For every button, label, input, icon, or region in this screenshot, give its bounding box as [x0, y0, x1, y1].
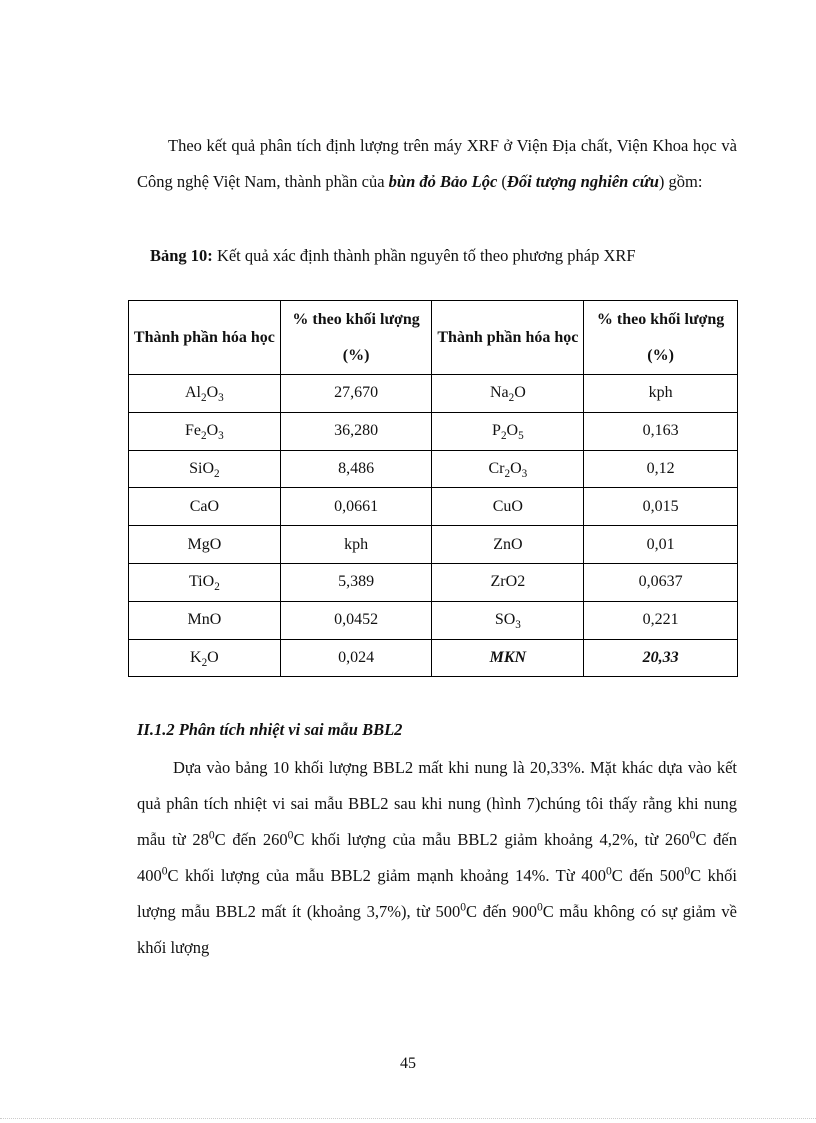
formula-part: Fe [185, 422, 201, 440]
formula-part: Al [185, 384, 201, 402]
compound-cell [129, 563, 281, 601]
intro-subject-note: Đối tượng nghiên cứu [506, 172, 659, 191]
compound-cell [432, 375, 584, 413]
compound-cell [432, 488, 584, 526]
compound-cell [129, 639, 281, 677]
mass-percent-cell: 0,0452 [280, 601, 432, 639]
compound-cell [129, 412, 281, 450]
formula-part: O [506, 422, 519, 440]
analysis-text: C đến 500 [611, 866, 685, 885]
formula-subscript: 2 [214, 581, 220, 594]
formula-subscript: 3 [521, 468, 528, 481]
analysis-text: C khối lượng mẫu BBL2 mất ít (khoảng 3,7%), từ 500 [137, 866, 737, 921]
analysis-text: C đến 400 [137, 830, 737, 885]
formula-subscript: 2 [201, 430, 207, 443]
degree-mark: 0 [684, 865, 691, 878]
formula-part: O [206, 422, 219, 440]
analysis-paragraph [137, 750, 737, 966]
mass-percent-cell: 20,33 [584, 639, 738, 677]
compound-cell [432, 601, 584, 639]
compound-cell [432, 526, 584, 564]
formula-subscript: 2 [201, 657, 208, 670]
section-title: II.1.2 Phân tích nhiệt vi sai mẫu BBL2 [137, 720, 403, 739]
compound-cell [129, 488, 281, 526]
table-caption [150, 238, 730, 274]
degree-mark: 0 [208, 829, 215, 842]
analysis-text: C đến 260 [214, 830, 288, 849]
table-row [129, 412, 738, 450]
caption-text: Kết quả xác định thành phần nguyên tố theo phương pháp XRF [212, 246, 636, 265]
formula-part: O [510, 459, 522, 477]
compound-cell [432, 639, 584, 677]
analysis-text: Dựa vào bảng 10 khối lượng BBL2 mất khi nung là 20,33%. Mặt khác dựa vào kết quả phân tích nhiệt vi sai mẫu BBL2 sau khi nung (hình 7)chúng tôi thấy rằng khi nung mẫu từ 28 [137, 758, 737, 849]
formula-part: SO [494, 611, 516, 629]
formula-part: O [207, 648, 219, 666]
mass-percent-cell: 0,015 [584, 488, 738, 526]
caption-label: Bảng 10: [150, 246, 213, 265]
table-row [129, 639, 738, 677]
formula-subscript: 2 [508, 392, 515, 405]
analysis-text: C khối lượng của mẫu BBL2 giảm khoảng 4,2%, từ 260 [293, 830, 690, 849]
mass-percent-cell: 0,0637 [584, 563, 738, 601]
compound-cell [129, 375, 281, 413]
page-number: 45 [400, 1055, 416, 1072]
formula-part: MKN [489, 648, 527, 666]
table-row [129, 488, 738, 526]
header-component-2: Thành phần hóa học [432, 301, 584, 375]
mass-percent-cell: kph [584, 375, 738, 413]
intro-paragraph [137, 128, 737, 200]
table-row [129, 601, 738, 639]
mass-percent-cell: 27,670 [280, 375, 432, 413]
formula-part: ZnO [493, 535, 523, 553]
formula-part: Na [489, 384, 509, 402]
formula-part: P [492, 422, 501, 440]
mass-percent-cell: 36,280 [280, 412, 432, 450]
degree-mark: 0 [605, 865, 612, 878]
compound-cell [129, 526, 281, 564]
mass-percent-cell: 0,221 [584, 601, 738, 639]
header-mass-percent-2: % theo khối lượng (%) [584, 301, 738, 375]
formula-part: CaO [189, 497, 220, 515]
formula-subscript: 5 [518, 430, 524, 443]
header-mass-percent-1: % theo khối lượng (%) [280, 301, 432, 375]
mass-percent-cell: 8,486 [280, 450, 432, 488]
degree-mark: 0 [287, 829, 294, 842]
xrf-results-table [128, 300, 738, 677]
degree-mark: 0 [161, 865, 168, 878]
formula-subscript: 3 [218, 392, 224, 405]
table-row [129, 375, 738, 413]
formula-part: CuO [492, 497, 523, 515]
page-bottom-divider [0, 1118, 816, 1119]
formula-subscript: 2 [500, 430, 507, 443]
analysis-text: C mẫu không có sự giảm về khối lượng [137, 902, 737, 957]
formula-subscript: 2 [214, 468, 220, 481]
compound-cell [432, 412, 584, 450]
intro-paren: ( [497, 172, 507, 191]
compound-cell [129, 450, 281, 488]
formula-subscript: 3 [515, 619, 521, 632]
formula-part: O [206, 384, 219, 402]
table-row [129, 450, 738, 488]
formula-part: O [514, 384, 526, 402]
mass-percent-cell: 0,12 [584, 450, 738, 488]
table-row [129, 563, 738, 601]
analysis-text: C khối lượng của mẫu BBL2 giảm mạnh khoảng 14%. Từ 400 [167, 866, 606, 885]
formula-part: K [190, 648, 202, 666]
formula-part: Cr [488, 459, 505, 477]
mass-percent-cell: 5,389 [280, 563, 432, 601]
degree-mark: 0 [536, 901, 543, 914]
compound-cell [432, 450, 584, 488]
mass-percent-cell: 0,024 [280, 639, 432, 677]
table-row [129, 526, 738, 564]
mass-percent-cell: 0,0661 [280, 488, 432, 526]
formula-subscript: 2 [504, 468, 511, 481]
compound-cell [432, 563, 584, 601]
formula-subscript: 2 [201, 392, 207, 405]
formula-part: MgO [187, 535, 222, 553]
mass-percent-cell: 0,163 [584, 412, 738, 450]
degree-mark: 0 [689, 829, 696, 842]
intro-subject: bùn đỏ Bảo Lộc [388, 172, 498, 191]
analysis-text: C đến 900 [466, 902, 537, 921]
formula-part: TiO [188, 573, 215, 591]
compound-cell [129, 601, 281, 639]
formula-part: MnO [187, 611, 222, 629]
table-header-row [129, 301, 738, 375]
mass-percent-cell: 0,01 [584, 526, 738, 564]
mass-percent-cell: kph [280, 526, 432, 564]
intro-tail: ) gồm: [658, 172, 703, 191]
header-component-1: Thành phần hóa học [129, 301, 281, 375]
formula-subscript: 3 [218, 430, 224, 443]
degree-mark: 0 [460, 901, 466, 914]
intro-text: Theo kết quả phân tích định lượng trên máy XRF ở Viện Địa chất, Viện Khoa học và Công nghệ Việt Nam, thành phần của [137, 136, 737, 191]
formula-part: ZrO2 [490, 573, 526, 591]
formula-part: SiO [189, 459, 215, 477]
